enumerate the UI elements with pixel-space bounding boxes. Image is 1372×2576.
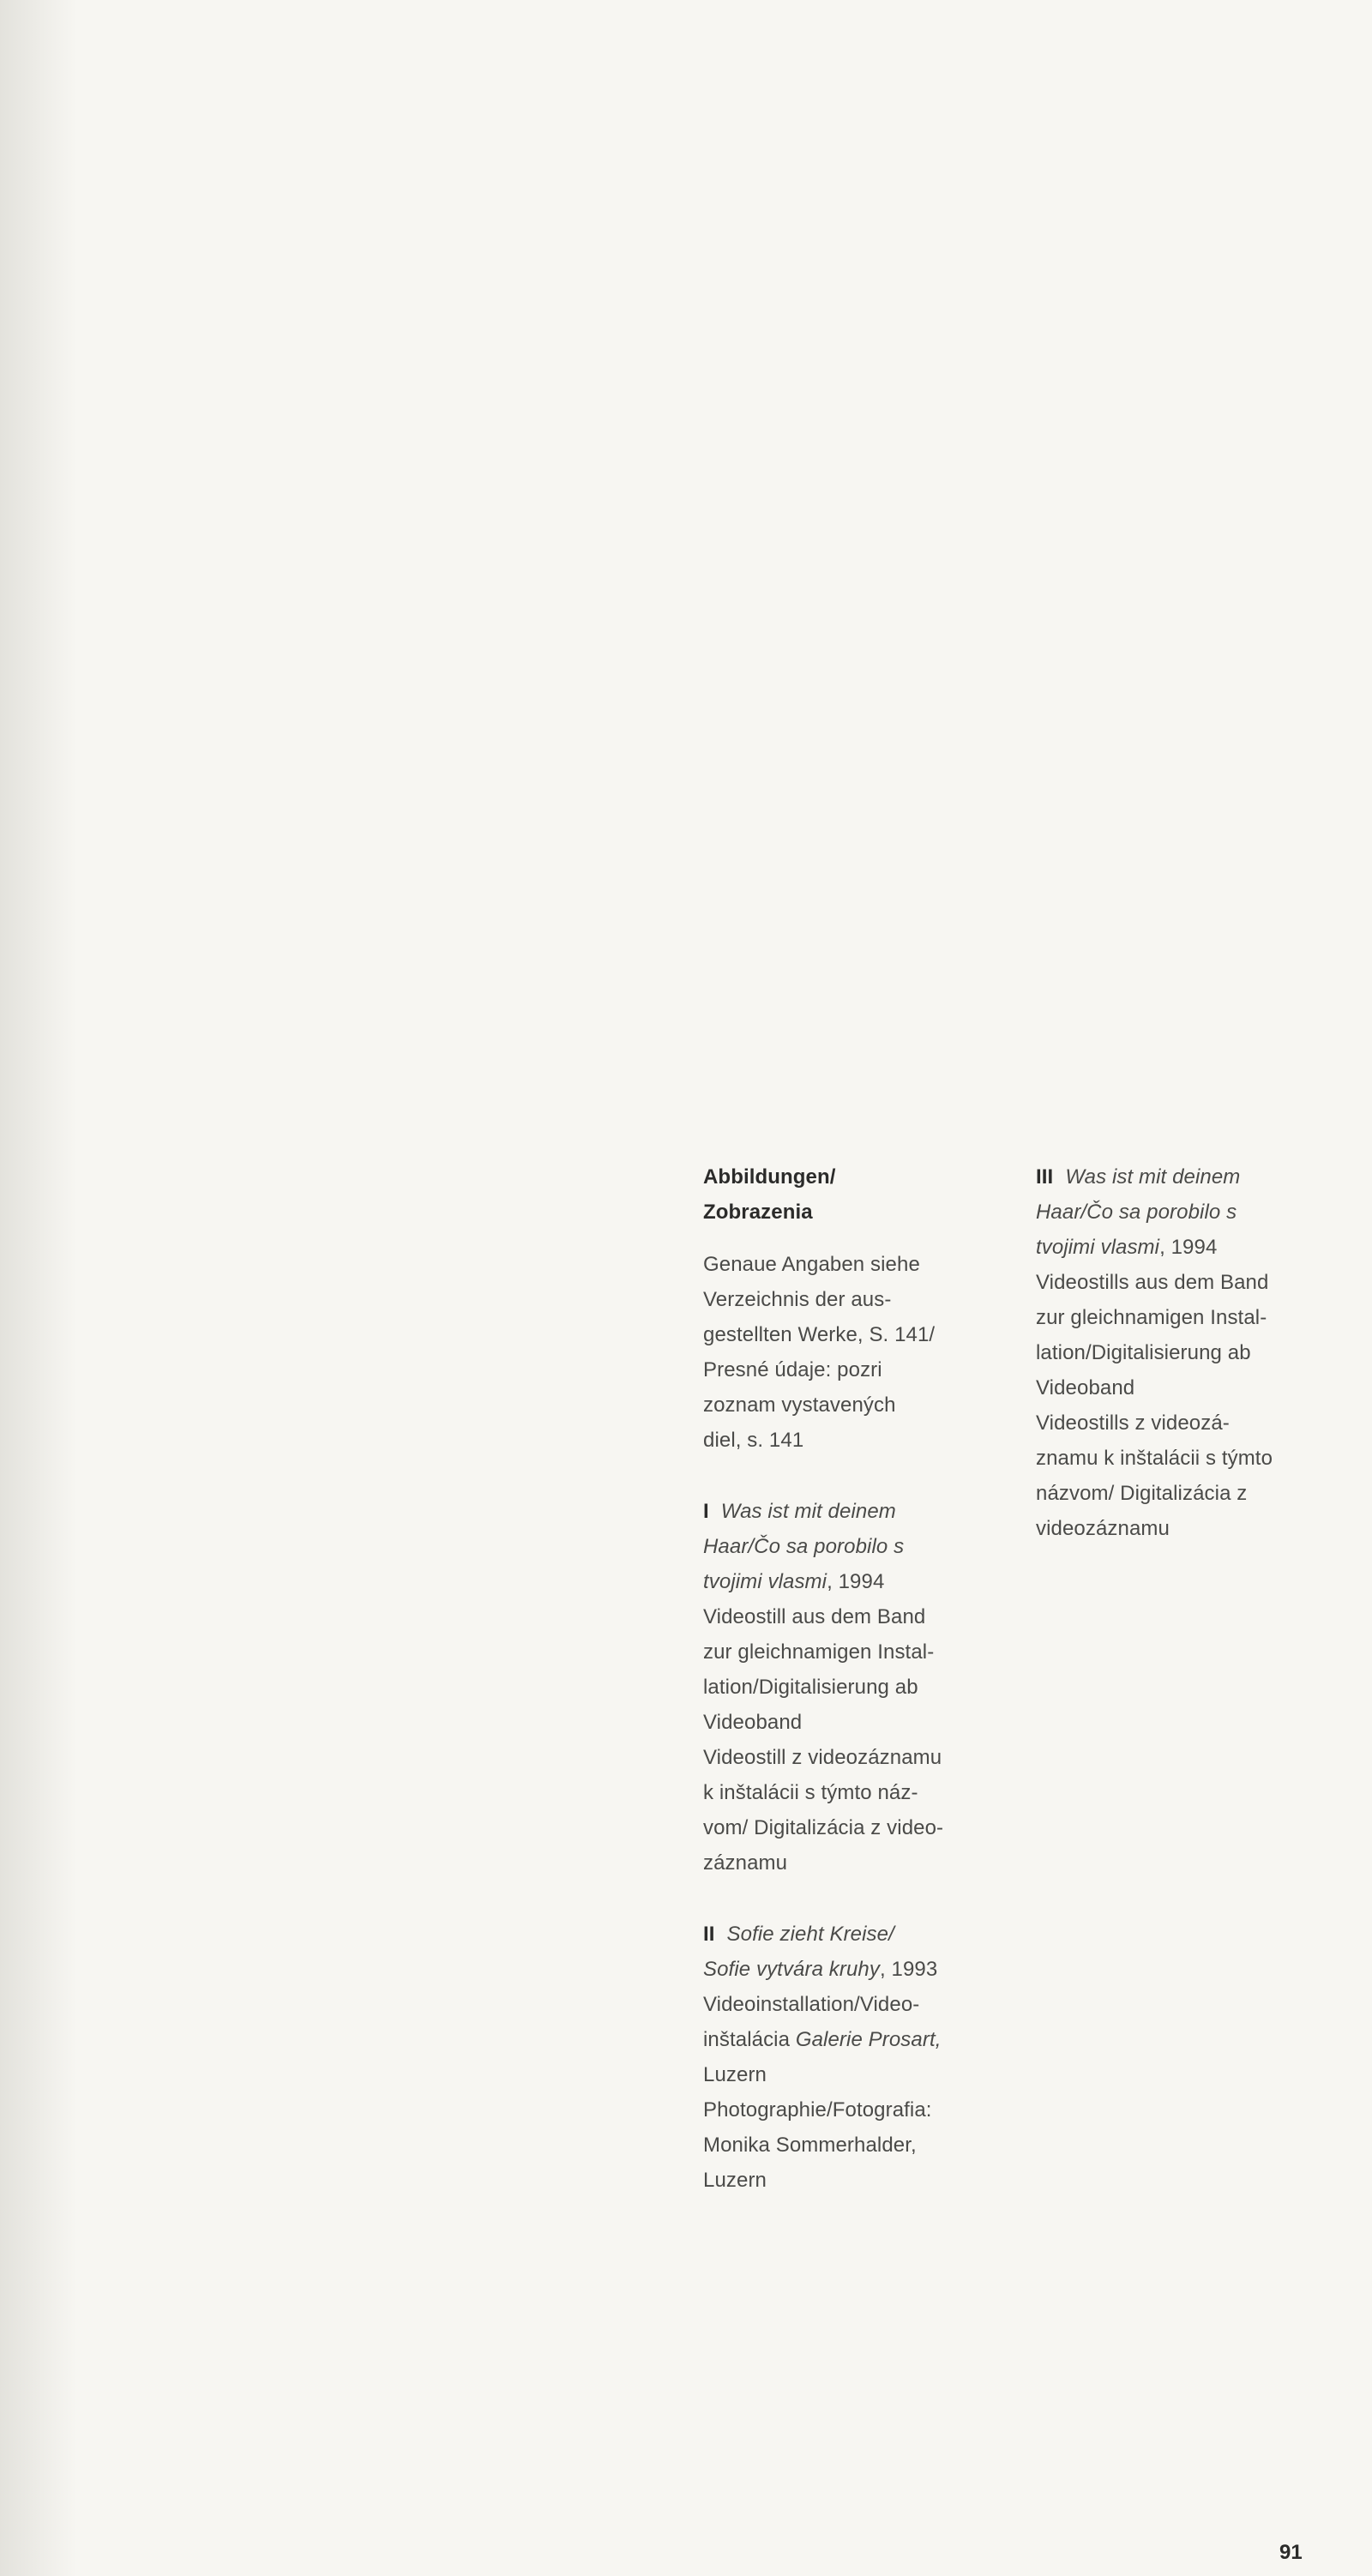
caption-line: lation/Digitalisierung ab: [703, 1676, 918, 1699]
caption-item-2: [703, 1917, 1029, 2198]
caption-line: zur gleichnamigen Instal-: [703, 1640, 935, 1664]
caption-numeral: I: [703, 1500, 709, 1523]
caption-line: Videostill z videozáznamu: [703, 1746, 942, 1769]
captions-heading: [703, 1159, 1029, 1230]
caption-line: videozáznamu: [1036, 1517, 1170, 1540]
caption-line: znamu k inštalácii s týmto: [1036, 1447, 1273, 1470]
captions-right-column: [1036, 1159, 1327, 1546]
caption-year: , 1994: [1159, 1236, 1218, 1259]
caption-line: k inštalácii s týmto náz-: [703, 1781, 918, 1804]
page-edge-shadow: [0, 0, 77, 2576]
intro-line: Verzeichnis der aus-: [703, 1288, 892, 1311]
intro-note: [703, 1247, 1029, 1458]
caption-line: Videoband: [703, 1711, 803, 1734]
intro-line: Genaue Angaben siehe: [703, 1253, 920, 1276]
caption-line: Videoinstallation/Video-: [703, 1993, 920, 2016]
caption-title: Haar/Čo sa porobilo s: [1036, 1201, 1237, 1224]
heading-line: Zobrazenia: [703, 1201, 813, 1224]
caption-title: Was ist mit deinem: [1065, 1165, 1241, 1189]
intro-line: Presné údaje: pozri: [703, 1358, 882, 1381]
caption-year: , 1994: [827, 1570, 885, 1593]
caption-venue: Galerie Prosart,: [795, 2028, 942, 2051]
caption-line: lation/Digitalisierung ab: [1036, 1341, 1251, 1364]
caption-title: Haar/Čo sa porobilo s: [703, 1535, 905, 1558]
intro-line: gestellten Werke, S. 141/: [703, 1323, 936, 1346]
caption-line: zur gleichnamigen Instal-: [1036, 1306, 1267, 1329]
caption-line: Videostills aus dem Band: [1036, 1271, 1269, 1294]
caption-title: Sofie vytvára kruhy: [703, 1958, 880, 1981]
caption-line: Videoband: [1036, 1376, 1135, 1399]
caption-item-3: [1036, 1159, 1327, 1546]
intro-line: diel, s. 141: [703, 1429, 804, 1452]
page-number: 91: [1279, 2541, 1303, 2564]
captions-left-column: [703, 1159, 1029, 2198]
caption-line: Monika Sommerhalder,: [703, 2134, 917, 2157]
heading-line: Abbildungen/: [703, 1165, 836, 1189]
caption-line: vom/ Digitalizácia z video-: [703, 1816, 944, 1839]
caption-line: záznamu: [703, 1851, 788, 1875]
intro-line: zoznam vystavených: [703, 1393, 896, 1417]
caption-line: Photographie/Fotografia:: [703, 2098, 932, 2122]
caption-title: tvojimi vlasmi: [1036, 1236, 1160, 1259]
caption-line: Luzern: [703, 2063, 767, 2086]
caption-line: názvom/ Digitalizácia z: [1036, 1482, 1248, 1505]
caption-title: tvojimi vlasmi: [703, 1570, 827, 1593]
caption-line: Luzern: [703, 2169, 767, 2192]
caption-numeral: II: [703, 1923, 715, 1946]
caption-line: Videostills z videozá-: [1036, 1411, 1230, 1435]
caption-line: Videostill aus dem Band: [703, 1605, 926, 1628]
caption-title: Sofie zieht Kreise/: [726, 1923, 894, 1946]
caption-line: inštalácia: [703, 2028, 796, 2051]
caption-numeral: III: [1036, 1165, 1054, 1189]
caption-year: , 1993: [879, 1958, 938, 1981]
caption-item-1: [703, 1494, 1029, 1881]
caption-title: Was ist mit deinem: [720, 1500, 896, 1523]
